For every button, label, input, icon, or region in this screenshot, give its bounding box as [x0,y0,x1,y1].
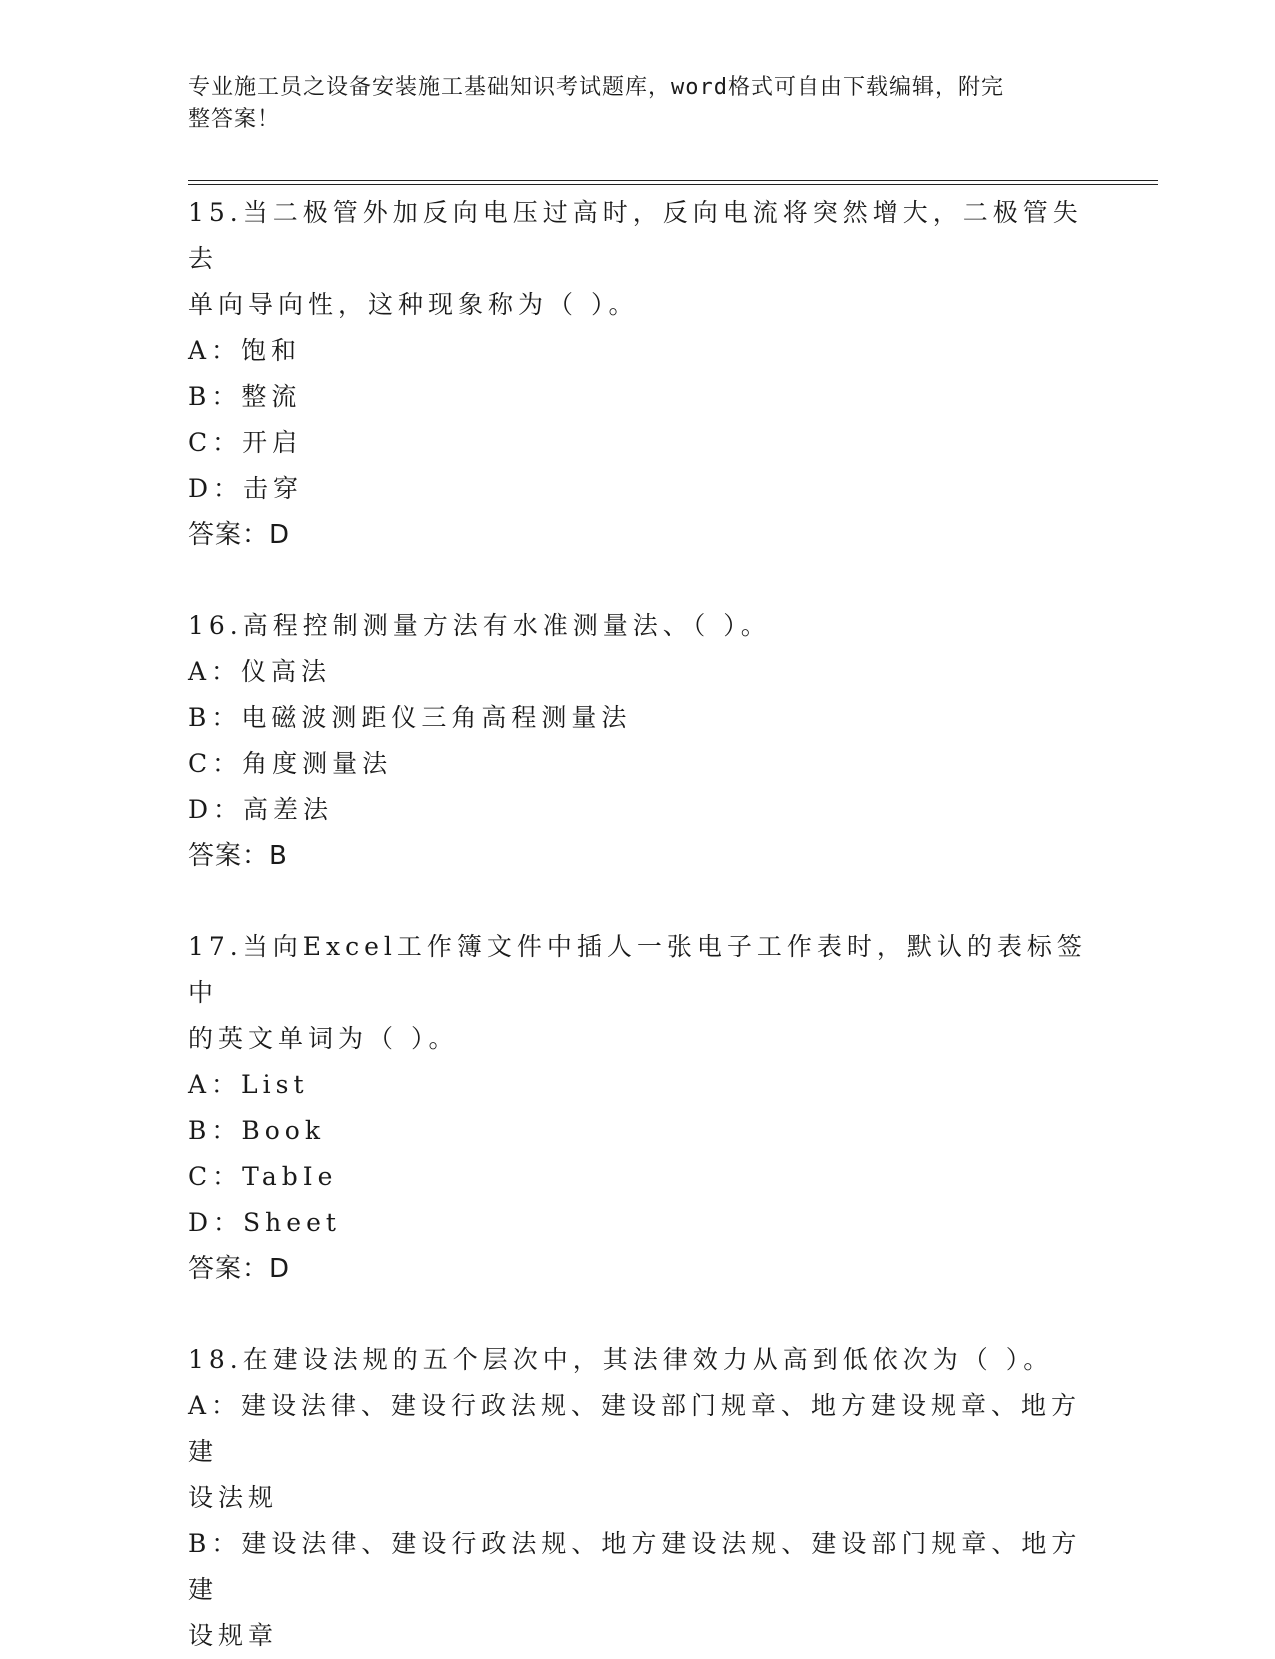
option-b: B：电磁波测距仪三角高程测量法 [188,703,632,732]
answer: 答案：B [188,841,288,871]
header-divider-top [188,180,1158,181]
option-b-continued: 设规章 [188,1621,279,1650]
option-b: B：整流 [188,382,302,411]
option-a: A：建设法律、建设行政法规、建设部门规章、地方建设规章、地方建 [188,1391,1082,1466]
answer: 答案：D [188,520,291,550]
question-stem: 17.当向Excel工作簿文件中插人一张电子工作表时，默认的表标签中 [188,932,1087,1007]
header-divider-bottom [188,184,1158,185]
question-stem: 15.当二极管外加反向电压过高时，反向电流将突然增大，二极管失去 [188,198,1083,273]
question-stem: 的英文单词为（ ）。 [188,1024,459,1053]
question-15 [188,190,1088,558]
option-c: C：TabIe [188,1162,338,1191]
option-d: D：Sheet [188,1208,341,1237]
option-b: B：建设法律、建设行政法规、地方建设法规、建设部门规章、地方建 [188,1529,1082,1604]
header-line-2: 整答案！ [188,107,281,132]
option-d: D：击穿 [188,474,304,503]
question-16 [188,603,1088,879]
answer: 答案：D [188,1254,291,1284]
option-d: D：高差法 [188,795,334,824]
option-b: B：Book [188,1116,325,1145]
question-17 [188,924,1088,1292]
question-18 [188,1337,1088,1659]
option-c: C：角度测量法 [188,749,393,778]
question-stem: 16.高程控制测量方法有水准测量法、（ ）。 [188,611,771,640]
option-a: A：List [188,1070,309,1099]
header-line-1: 专业施工员之设备安装施工基础知识考试题库，word格式可自由下载编辑，附完 [188,75,1004,100]
option-a: A：饱和 [188,336,302,365]
option-a: A：仪高法 [188,657,332,686]
option-a-continued: 设法规 [188,1483,279,1512]
option-c: C：开启 [188,428,303,457]
document-header [188,72,1068,136]
question-stem: 单向导向性，这种现象称为（ ）。 [188,290,639,319]
question-stem: 18.在建设法规的五个层次中，其法律效力从高到低依次为（ ）。 [188,1345,1054,1374]
question-list [188,190,1088,1659]
